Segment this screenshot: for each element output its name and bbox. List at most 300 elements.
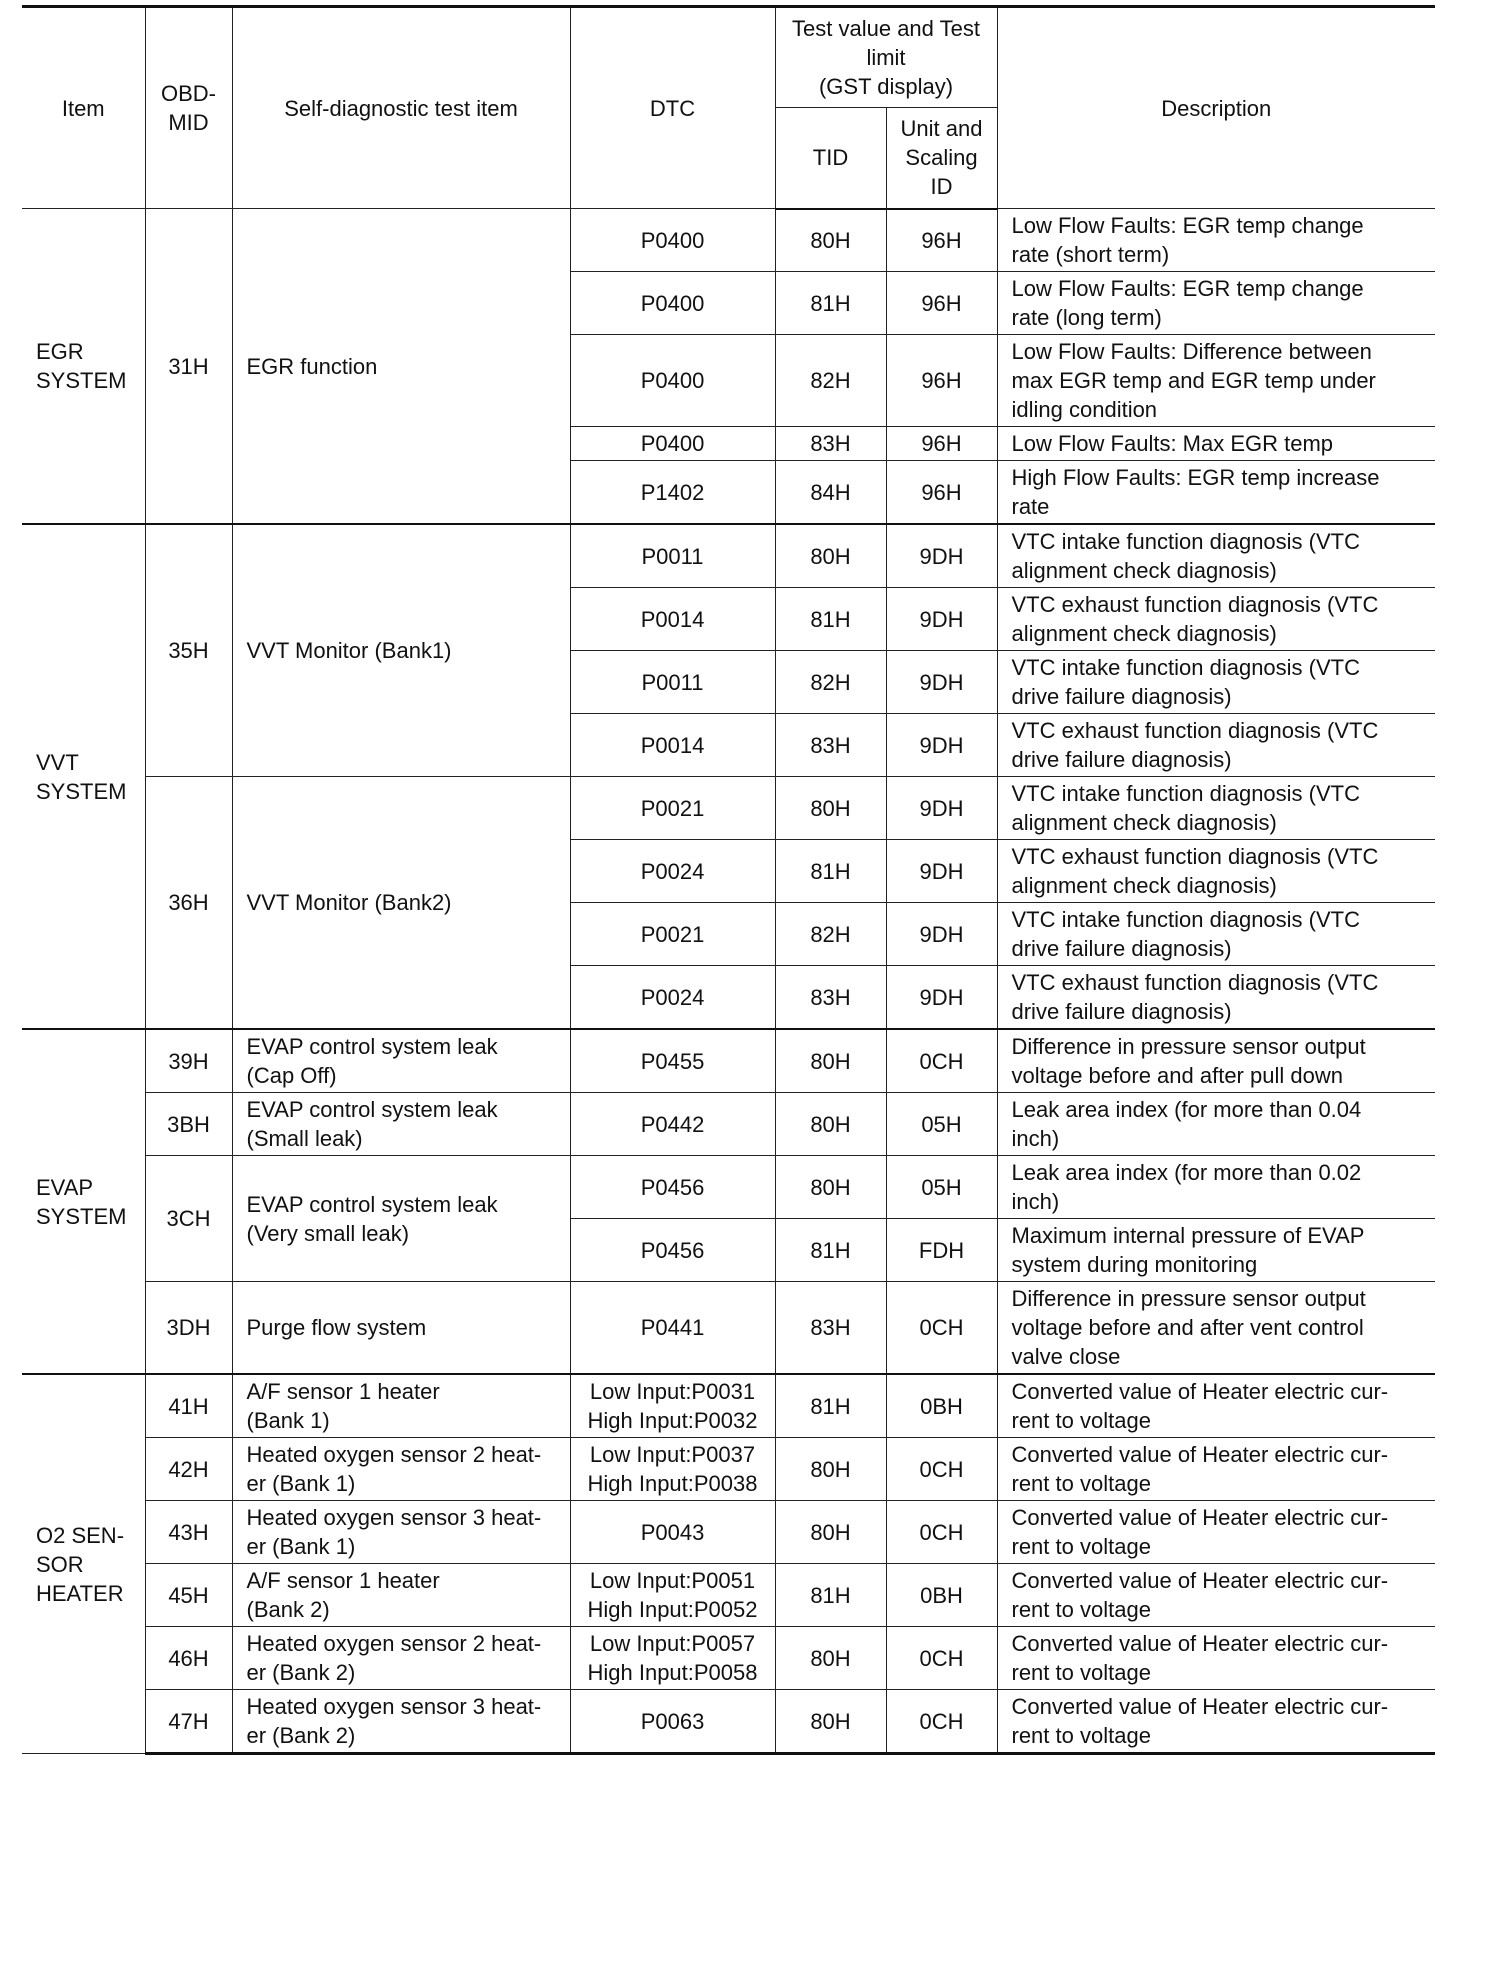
text-line: 83H [810,431,851,456]
text-line: valve close [1011,1344,1121,1369]
description-cell [997,427,1435,461]
text-line: VTC intake function diagnosis (VTC [1011,907,1360,932]
text-line: 9DH [919,669,964,695]
description-cell [997,1029,1435,1093]
text-line: alignment check diagnosis) [1011,873,1277,898]
table-row [22,209,1435,272]
text-line: EVAP [36,1174,94,1200]
obd-mid-cell [145,524,232,777]
text-line: Low Flow Faults: EGR temp change [1011,213,1364,238]
text-line: SYSTEM [36,1203,127,1229]
header-test-value [775,7,997,108]
text-line: er (Bank 1) [246,1471,356,1496]
text-line: Heated oxygen sensor 3 heat- [246,1694,542,1719]
text-line: Heated oxygen sensor 3 heat- [246,1505,542,1530]
table-body [22,209,1435,1754]
text-line: EGR function [246,353,378,379]
text-line: 96H [921,431,962,456]
text-line: 43H [168,1519,209,1545]
unit-scaling-cell [886,903,997,966]
text-line: P0400 [640,290,705,316]
unit-scaling-cell [886,966,997,1030]
description-cell [997,588,1435,651]
text-line: rent to voltage [1011,1597,1151,1622]
text-line: VTC intake function diagnosis (VTC [1011,781,1360,806]
obd-mid-cell [145,1282,232,1375]
description-cell [997,1438,1435,1501]
text-line: rate [1011,494,1050,519]
text-line: rent to voltage [1011,1534,1151,1559]
test-item-cell [232,209,570,525]
unit-scaling-cell [886,714,997,777]
text-line: SYSTEM [36,368,127,393]
text-line: er (Bank 2) [246,1723,356,1748]
tid-cell [775,966,886,1030]
text-line: P0063 [640,1708,705,1734]
unit-scaling-cell [886,1282,997,1375]
obd-mid-cell [145,1156,232,1282]
test-item-cell [232,1690,570,1754]
description-cell [997,272,1435,335]
table-row [22,1093,1435,1156]
text-line: Purge flow system [246,1315,427,1340]
item-cell [22,524,145,1029]
text-line: rent to voltage [1011,1408,1151,1433]
description-cell [997,524,1435,588]
text-line: High Input:P0032 [587,1408,758,1433]
dtc-cell [570,1627,775,1690]
dtc-cell [570,840,775,903]
description-cell [997,777,1435,840]
text-line: P0456 [640,1237,705,1263]
tid-cell [775,588,886,651]
description-cell [997,335,1435,427]
text-line: 80H [810,1174,851,1200]
text-line: High Input:P0058 [587,1660,758,1685]
text-line: Low Flow Faults: Max EGR temp [1011,431,1334,456]
tid-cell [775,1564,886,1627]
text-line: drive failure diagnosis) [1011,936,1232,961]
text-line: 3DH [166,1315,211,1340]
description-cell [997,1282,1435,1375]
text-line: 81H [810,1582,851,1608]
text-line: 47H [168,1708,209,1734]
dtc-cell [570,524,775,588]
text-line: P0014 [640,732,705,758]
text-line: EVAP control system leak [246,1034,498,1059]
tid-cell [775,1219,886,1282]
text-line: idling condition [1011,397,1158,422]
test-item-cell [232,777,570,1030]
text-line: Low Input:P0031 [589,1379,756,1404]
obd-mid-cell [145,1374,232,1438]
text-line: 80H [810,1048,851,1074]
text-line: 81H [810,290,851,316]
text-line: 82H [810,669,851,695]
text-line: Heated oxygen sensor 2 heat- [246,1442,542,1467]
text-line: Low Input:P0051 [589,1568,756,1593]
text-line: Test value and Test [792,16,980,41]
text-line: 0CH [919,1645,964,1671]
table-row [22,1564,1435,1627]
text-line: drive failure diagnosis) [1011,747,1232,772]
text-line: 96H [921,227,962,253]
text-line: P0456 [640,1174,705,1200]
text-line: P0011 [641,543,704,569]
description-cell [997,1156,1435,1219]
text-line: Item [61,95,105,121]
text-line: P0400 [640,431,705,456]
text-line: voltage before and after pull down [1011,1063,1343,1088]
text-line: P0442 [640,1111,705,1137]
unit-scaling-cell [886,272,997,335]
test-item-cell [232,524,570,777]
text-line: P0021 [640,921,705,947]
text-line: Low Flow Faults: Difference between [1011,339,1372,364]
text-line: inch) [1011,1189,1060,1214]
text-line: (GST display) [818,74,954,99]
text-line: 80H [810,1456,851,1482]
description-cell [997,209,1435,272]
text-line: 82H [810,368,851,393]
dtc-cell [570,903,775,966]
text-line: 05H [921,1174,962,1200]
item-cell [22,209,145,525]
text-line: 9DH [919,984,964,1010]
text-line: HEATER [36,1580,124,1606]
dtc-cell [570,1093,775,1156]
test-item-cell [232,1438,570,1501]
text-line: VVT [36,749,79,775]
tid-cell [775,1690,886,1754]
test-item-cell [232,1501,570,1564]
text-line: inch) [1011,1126,1060,1151]
description-cell [997,840,1435,903]
unit-scaling-cell [886,1093,997,1156]
description-cell [997,1564,1435,1627]
tid-cell [775,777,886,840]
tid-cell [775,209,886,272]
text-line: EGR [36,339,84,364]
test-item-cell [232,1282,570,1375]
description-cell [997,461,1435,525]
table-header [22,7,1435,209]
text-line: (Bank 1) [246,1408,330,1433]
text-line: VVT Monitor (Bank1) [246,638,452,663]
text-line: 9DH [919,858,964,884]
dtc-cell [570,427,775,461]
text-line: 81H [810,1237,851,1263]
unit-scaling-cell [886,1627,997,1690]
dtc-cell [570,1374,775,1438]
test-item-cell [232,1374,570,1438]
text-line: 81H [810,1393,851,1419]
text-line: P0024 [640,858,705,884]
text-line: er (Bank 2) [246,1660,356,1685]
dtc-cell [570,1564,775,1627]
tid-cell [775,1438,886,1501]
text-line: MID [168,110,209,135]
text-line: OBD- [161,81,216,106]
text-line: 39H [168,1048,209,1074]
text-line: Description [1161,95,1272,121]
text-line: 82H [810,921,851,947]
text-line: Difference in pressure sensor output [1011,1034,1366,1059]
text-line: DTC [649,95,696,121]
text-line: 31H [168,353,209,379]
obd-mid-cell [145,1438,232,1501]
table-row [22,1029,1435,1093]
description-cell [997,714,1435,777]
text-line: 80H [810,1111,851,1137]
table-row [22,1156,1435,1219]
text-line: Leak area index (for more than 0.02 [1011,1160,1362,1185]
text-line: 45H [168,1582,209,1608]
dtc-cell [570,335,775,427]
dtc-cell [570,777,775,840]
text-line: Converted value of Heater electric cur- [1011,1631,1389,1656]
text-line: alignment check diagnosis) [1011,621,1277,646]
table-row [22,1690,1435,1754]
dtc-cell [570,1156,775,1219]
test-item-cell [232,1093,570,1156]
text-line: 42H [168,1456,209,1482]
unit-scaling-cell [886,1501,997,1564]
text-line: Converted value of Heater electric cur- [1011,1442,1389,1467]
unit-scaling-cell [886,588,997,651]
text-line: TID [812,145,849,171]
table-row [22,1627,1435,1690]
text-line: (Cap Off) [246,1063,337,1088]
text-line: A/F sensor 1 heater [246,1379,440,1404]
text-line: rent to voltage [1011,1660,1151,1685]
obd-mid-cell [145,1564,232,1627]
text-line: Leak area index (for more than 0.04 [1011,1097,1362,1122]
text-line: 0CH [919,1456,964,1482]
tid-cell [775,427,886,461]
item-cell [22,1029,145,1374]
text-line: VTC exhaust function diagnosis (VTC [1011,718,1379,743]
text-line: voltage before and after vent control [1011,1315,1364,1340]
text-line: 81H [810,606,851,632]
text-line: 35H [168,638,209,663]
text-line: 36H [168,890,209,915]
text-line: P0400 [640,227,705,253]
unit-scaling-cell [886,1374,997,1438]
text-line: High Flow Faults: EGR temp increase [1011,465,1380,490]
text-line: 80H [810,1519,851,1545]
text-line: (Small leak) [246,1126,363,1151]
text-line: alignment check diagnosis) [1011,810,1277,835]
unit-scaling-cell [886,209,997,272]
text-line: 80H [810,1645,851,1671]
unit-scaling-cell [886,427,997,461]
item-cell [22,1374,145,1754]
text-line: 3CH [166,1206,211,1231]
text-line: P0455 [640,1048,705,1074]
text-line: er (Bank 1) [246,1534,356,1559]
text-line: 46H [168,1645,209,1671]
description-cell [997,1219,1435,1282]
text-line: VTC intake function diagnosis (VTC [1011,655,1360,680]
unit-scaling-cell [886,777,997,840]
text-line: P0441 [640,1315,705,1340]
dtc-cell [570,714,775,777]
table-row [22,1282,1435,1375]
text-line: (Very small leak) [246,1220,410,1246]
obd-mid-table [22,5,1435,1755]
description-cell [997,966,1435,1030]
obd-mid-cell [145,777,232,1030]
tid-cell [775,335,886,427]
tid-cell [775,1029,886,1093]
text-line: Converted value of Heater electric cur- [1011,1694,1389,1719]
obd-mid-cell [145,1093,232,1156]
description-cell [997,651,1435,714]
dtc-cell [570,1501,775,1564]
text-line: P0011 [641,669,704,695]
text-line: rate (short term) [1011,242,1170,267]
text-line: 3BH [167,1111,210,1137]
text-line: VTC intake function diagnosis (VTC [1011,529,1360,554]
test-item-cell [232,1029,570,1093]
tid-cell [775,461,886,525]
text-line: system during monitoring [1011,1252,1258,1277]
unit-scaling-cell [886,335,997,427]
header-description [997,7,1435,209]
dtc-cell [570,209,775,272]
text-line: 0CH [919,1519,964,1545]
text-line: Converted value of Heater electric cur- [1011,1505,1389,1530]
tid-cell [775,903,886,966]
text-line: Maximum internal pressure of EVAP [1011,1223,1365,1248]
dtc-cell [570,588,775,651]
text-line: Difference in pressure sensor output [1011,1286,1366,1311]
text-line: 9DH [919,543,964,569]
text-line: rent to voltage [1011,1471,1151,1496]
text-line: Low Input:P0057 [589,1631,756,1656]
table-row [22,524,1435,588]
text-line: 41H [168,1393,209,1419]
text-line: SYSTEM [36,778,127,804]
header-obd-mid [145,7,232,209]
text-line: max EGR temp and EGR temp under [1011,368,1376,393]
header-item [22,7,145,209]
text-line: 0CH [919,1315,964,1340]
text-line: 9DH [919,732,964,758]
dtc-cell [570,1219,775,1282]
text-line: 83H [810,732,851,758]
text-line: 96H [921,479,962,505]
tid-cell [775,714,886,777]
test-item-cell [232,1564,570,1627]
text-line: Converted value of Heater electric cur- [1011,1379,1389,1404]
text-line: 0CH [919,1048,964,1074]
description-cell [997,1627,1435,1690]
text-line: Low Flow Faults: EGR temp change [1011,276,1364,301]
text-line: limit [866,45,906,70]
text-line: Scaling [905,145,978,171]
description-cell [997,1093,1435,1156]
header-test-item [232,7,570,209]
text-line: 81H [810,858,851,884]
text-line: EVAP control system leak [246,1191,498,1217]
text-line: Self-diagnostic test item [284,95,518,121]
obd-mid-cell [145,1627,232,1690]
text-line: 9DH [919,795,964,821]
text-line: 0CH [919,1708,964,1734]
unit-scaling-cell [886,1564,997,1627]
table-row [22,1501,1435,1564]
text-line: P0021 [640,795,705,821]
text-line: 0BH [920,1393,963,1419]
unit-scaling-cell [886,1156,997,1219]
text-line: P0024 [640,984,705,1010]
unit-scaling-cell [886,524,997,588]
obd-mid-cell [145,1690,232,1754]
text-line: P1402 [640,479,705,505]
header-tid [775,108,886,209]
obd-mid-cell [145,1029,232,1093]
unit-scaling-cell [886,1219,997,1282]
text-line: VVT Monitor (Bank2) [246,890,452,915]
obd-mid-cell [145,209,232,525]
text-line: High Input:P0052 [587,1597,758,1622]
table-row [22,1438,1435,1501]
description-cell [997,1690,1435,1754]
tid-cell [775,1282,886,1375]
text-line: 80H [810,1708,851,1734]
test-item-cell [232,1156,570,1282]
text-line: Low Input:P0037 [589,1442,756,1467]
text-line: alignment check diagnosis) [1011,558,1277,583]
text-line: VTC exhaust function diagnosis (VTC [1011,970,1379,995]
text-line: SOR [36,1551,84,1577]
text-line: VTC exhaust function diagnosis (VTC [1011,592,1379,617]
table-row [22,1374,1435,1438]
unit-scaling-cell [886,651,997,714]
tid-cell [775,1501,886,1564]
text-line: 80H [810,795,851,821]
text-line: 0BH [920,1582,963,1608]
obd-mid-cell [145,1501,232,1564]
dtc-cell [570,1438,775,1501]
text-line: rate (long term) [1011,305,1162,330]
description-cell [997,903,1435,966]
tid-cell [775,1093,886,1156]
description-cell [997,1374,1435,1438]
tid-cell [775,272,886,335]
tid-cell [775,524,886,588]
tid-cell [775,1374,886,1438]
text-line: 9DH [919,921,964,947]
text-line: 84H [810,479,851,505]
unit-scaling-cell [886,840,997,903]
text-line: ID [930,174,953,200]
text-line: rent to voltage [1011,1723,1151,1748]
unit-scaling-cell [886,1690,997,1754]
text-line: drive failure diagnosis) [1011,999,1232,1024]
text-line: 05H [921,1111,962,1137]
text-line: drive failure diagnosis) [1011,684,1232,709]
text-line: EVAP control system leak [246,1097,498,1122]
header-unit-scaling [886,108,997,209]
dtc-cell [570,1029,775,1093]
text-line: 83H [810,1315,851,1340]
text-line: O2 SEN- [36,1522,125,1548]
text-line: VTC exhaust function diagnosis (VTC [1011,844,1379,869]
text-line: High Input:P0038 [587,1471,758,1496]
